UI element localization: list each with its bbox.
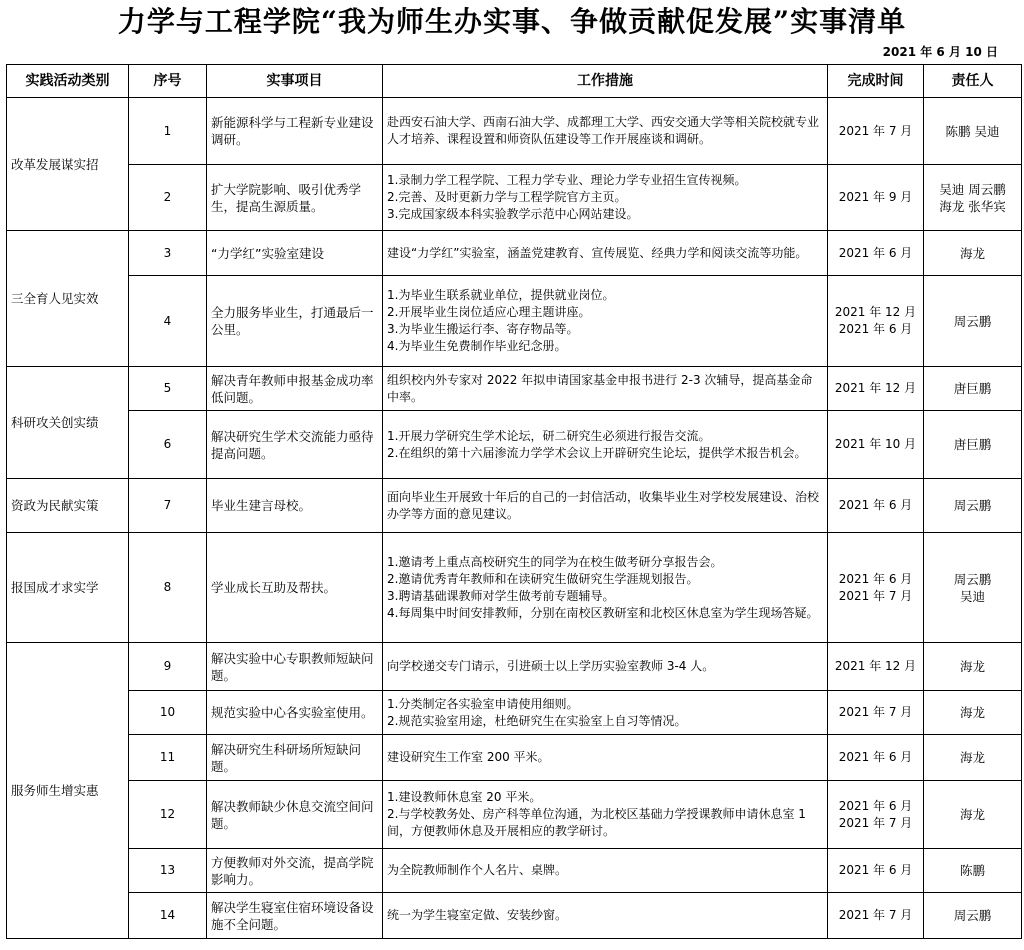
deadline-cell	[828, 643, 924, 691]
deadline-cell	[828, 849, 924, 893]
deadline-line: 2021 年 7 月	[838, 908, 913, 922]
header-project: 实事项目	[207, 65, 383, 98]
row-number: 9	[129, 643, 207, 691]
measures-cell	[383, 643, 828, 691]
project-cell: 解决学生寝室住宿环境设备设施不全问题。	[207, 893, 383, 939]
document-date: 2021 年 6 月 10 日	[882, 45, 998, 59]
table-row	[7, 893, 1022, 939]
header-responsible: 责任人	[924, 65, 1022, 98]
table-row	[7, 735, 1022, 781]
measure-line: 2.邀请优秀青年教师和在读研究生做研究生学涯规划报告。	[387, 571, 699, 586]
table-row	[7, 691, 1022, 735]
project-cell: 解决教师缺少休息交流空间问题。	[207, 781, 383, 849]
deadline-line: 2021 年 7 月	[838, 815, 913, 830]
table-row	[7, 849, 1022, 893]
table-row	[7, 479, 1022, 533]
measures-cell	[383, 781, 828, 849]
measure-line: 3.为毕业生搬运行李、寄存物品等。	[387, 322, 579, 336]
category-cell: 三全育人见实效	[7, 231, 129, 367]
row-number: 3	[129, 231, 207, 276]
table-row	[7, 98, 1022, 165]
responsible-line: 陈鹏 吴迪	[945, 123, 1000, 139]
deadline-line: 2021 年 6 月	[838, 245, 913, 260]
deadline-cell	[828, 893, 924, 939]
table-row	[7, 781, 1022, 849]
measures-cell	[383, 849, 828, 893]
row-number: 6	[129, 411, 207, 479]
measures-cell	[383, 893, 828, 939]
row-number: 4	[129, 276, 207, 367]
category-cell: 改革发展谋实招	[7, 98, 129, 231]
table-header-row	[7, 65, 1022, 98]
responsible-cell	[924, 231, 1022, 276]
category-cell: 服务师生增实惠	[7, 643, 129, 939]
deadline-line: 2021 年 6 月	[838, 571, 913, 586]
deadline-cell	[828, 98, 924, 165]
measure-line: 2.开展毕业生岗位适应心理主题讲座。	[387, 305, 591, 319]
header-measures: 工作措施	[383, 65, 828, 98]
row-number: 13	[129, 849, 207, 893]
row-number: 14	[129, 893, 207, 939]
project-cell: 毕业生建言母校。	[207, 479, 383, 533]
measure-line: 1.分类制定各实验室申请使用细则。	[387, 696, 579, 711]
category-cell: 报国成才求实学	[7, 533, 129, 643]
measures-cell	[383, 367, 828, 411]
table-row	[7, 165, 1022, 231]
deadline-line: 2021 年 6 月	[838, 863, 913, 877]
measures-cell	[383, 479, 828, 533]
measure-line: 建设研究生工作室 200 平米。	[387, 750, 550, 764]
measure-line: 1.建设教师休息室 20 平米。	[387, 790, 542, 804]
responsible-cell	[924, 98, 1022, 165]
responsible-line: 周云鹏	[953, 908, 992, 923]
measures-cell	[383, 533, 828, 643]
project-cell: 解决青年教师申报基金成功率低问题。	[207, 367, 383, 411]
category-cell: 科研攻关创实绩	[7, 367, 129, 479]
task-list-table	[6, 64, 1022, 939]
deadline-line: 2021 年 7 月	[838, 705, 913, 719]
measure-line: 1.为毕业生联系就业单位，提供就业岗位。	[387, 288, 615, 302]
deadline-cell	[828, 533, 924, 643]
row-number: 11	[129, 735, 207, 781]
header-category: 实践活动类别	[7, 65, 129, 98]
project-cell: 新能源科学与工程新专业建设调研。	[207, 98, 383, 165]
row-number: 2	[129, 165, 207, 231]
deadline-cell	[828, 691, 924, 735]
measures-cell	[383, 276, 828, 367]
responsible-cell	[924, 367, 1022, 411]
measure-line: 向学校递交专门请示，引进硕士以上学历实验室教师 3-4 人。	[387, 659, 715, 673]
row-number: 1	[129, 98, 207, 165]
project-cell: “力学红”实验室建设	[207, 231, 383, 276]
project-cell: 解决研究生科研场所短缺问题。	[207, 735, 383, 781]
measure-line: 3.聘请基础课教师对学生做考前专题辅导。	[387, 588, 615, 603]
row-number: 7	[129, 479, 207, 533]
measures-cell	[383, 691, 828, 735]
measures-cell	[383, 165, 828, 231]
deadline-cell	[828, 479, 924, 533]
deadline-cell	[828, 231, 924, 276]
category-cell: 资政为民献实策	[7, 479, 129, 533]
measure-line: 3.完成国家级本科实验教学示范中心网站建设。	[387, 207, 639, 221]
project-cell: 解决实验中心专职教师短缺问题。	[207, 643, 383, 691]
responsible-cell	[924, 533, 1022, 643]
row-number: 8	[129, 533, 207, 643]
measure-line: 1.开展力学研究生学术论坛，研二研究生必须进行报告交流。	[387, 428, 711, 443]
responsible-cell	[924, 411, 1022, 479]
header-deadline: 完成时间	[828, 65, 924, 98]
deadline-line: 2021 年 12 月	[834, 305, 917, 319]
responsible-cell	[924, 165, 1022, 231]
responsible-line: 海龙	[959, 750, 985, 765]
deadline-line: 2021 年 6 月	[838, 322, 913, 336]
responsible-cell	[924, 893, 1022, 939]
deadline-line: 2021 年 7 月	[838, 123, 913, 138]
project-cell: 规范实验中心各实验室使用。	[207, 691, 383, 735]
responsible-line: 周云鹏	[953, 571, 992, 587]
measure-line: 组织校内外专家对 2022 年拟申请国家基金申报书进行 2-3 次辅导，提高基金命中率。	[387, 372, 813, 404]
responsible-line: 海龙 张华宾	[939, 198, 1006, 214]
table-row	[7, 411, 1022, 479]
measure-line: 1.邀请考上重点高校研究生的同学为在校生做考研分享报告会。	[387, 554, 723, 569]
deadline-line: 2021 年 6 月	[838, 750, 913, 764]
project-cell: 学业成长互助及帮扶。	[207, 533, 383, 643]
measure-line: 面向毕业生开展致十年后的自己的一封信活动，收集毕业生对学校发展建设、治校办学等方面的意见建议。	[387, 489, 820, 521]
responsible-cell	[924, 276, 1022, 367]
measures-cell	[383, 98, 828, 165]
table-row	[7, 533, 1022, 643]
measure-line: 统一为学生寝室定做、安装纱窗。	[387, 908, 568, 922]
measure-line: 2.在组织的第十六届渗流力学学术会议上开辟研究生论坛，提供学术报告机会。	[387, 445, 807, 460]
deadline-line: 2021 年 10 月	[834, 437, 917, 451]
deadline-line: 2021 年 12 月	[834, 381, 917, 395]
measure-line: 为全院教师制作个人名片、桌牌。	[387, 863, 568, 877]
table-row	[7, 367, 1022, 411]
deadline-cell	[828, 411, 924, 479]
responsible-line: 海龙	[959, 807, 985, 822]
row-number: 5	[129, 367, 207, 411]
deadline-cell	[828, 781, 924, 849]
deadline-cell	[828, 367, 924, 411]
measures-cell	[383, 735, 828, 781]
deadline-line: 2021 年 6 月	[838, 498, 913, 512]
measure-line: 2.完善、及时更新力学与工程学院官方主页。	[387, 190, 627, 204]
responsible-cell	[924, 849, 1022, 893]
header-number: 序号	[129, 65, 207, 98]
project-cell: 扩大学院影响、吸引优秀学生，提高生源质量。	[207, 165, 383, 231]
table-row	[7, 276, 1022, 367]
page-title: 力学与工程学院“我为师生办实事、争做贡献促发展”实事清单	[117, 5, 907, 38]
responsible-line: 吴迪	[959, 588, 985, 604]
measure-line: 建设“力学红”实验室，涵盖党建教育、宣传展览、经典力学和阅读交流等功能。	[387, 245, 808, 260]
responsible-line: 周云鹏	[953, 498, 992, 513]
project-cell: 全力服务毕业生，打通最后一公里。	[207, 276, 383, 367]
measure-line: 2.规范实验室用途，杜绝研究生在实验室上自习等情况。	[387, 713, 687, 728]
measure-line: 1.录制力学工程学院、工程力学专业、理论力学专业招生宣传视频。	[387, 173, 747, 187]
responsible-line: 海龙	[959, 705, 985, 720]
measures-cell	[383, 411, 828, 479]
responsible-cell	[924, 691, 1022, 735]
responsible-cell	[924, 735, 1022, 781]
deadline-cell	[828, 735, 924, 781]
responsible-line: 唐巨鹏	[953, 381, 992, 396]
responsible-cell	[924, 479, 1022, 533]
table-row	[7, 231, 1022, 276]
project-cell: 解决研究生学术交流能力亟待提高问题。	[207, 411, 383, 479]
responsible-line: 唐巨鹏	[953, 437, 992, 452]
responsible-line: 周云鹏	[953, 313, 992, 329]
measure-line: 2.与学校教务处、房产科等单位沟通，为北校区基础力学授课教师申请休息室 1 间，方便教师休息及开展相应的教学研讨。	[387, 807, 806, 838]
measure-line: 4.每周集中时间安排教师，分别在南校区教研室和北校区休息室为学生现场答疑。	[387, 605, 819, 620]
responsible-line: 海龙	[959, 659, 985, 674]
responsible-line: 海龙	[959, 245, 985, 261]
responsible-cell	[924, 781, 1022, 849]
row-number: 10	[129, 691, 207, 735]
deadline-line: 2021 年 12 月	[834, 659, 917, 673]
deadline-line: 2021 年 9 月	[838, 190, 913, 204]
measure-line: 4.为毕业生免费制作毕业纪念册。	[387, 339, 567, 353]
deadline-cell	[828, 276, 924, 367]
responsible-line: 吴迪 周云鹏	[939, 181, 1006, 197]
deadline-line: 2021 年 6 月	[838, 798, 913, 813]
measures-cell	[383, 231, 828, 276]
row-number: 12	[129, 781, 207, 849]
project-cell: 方便教师对外交流，提高学院影响力。	[207, 849, 383, 893]
deadline-cell	[828, 165, 924, 231]
responsible-line: 陈鹏	[959, 863, 985, 878]
deadline-line: 2021 年 7 月	[838, 588, 913, 603]
table-row	[7, 643, 1022, 691]
measure-line: 赴西安石油大学、西南石油大学、成都理工大学、西安交通大学等相关院校就专业人才培养、课程设置和师资队伍建设等工作开展座谈和调研。	[387, 115, 820, 146]
responsible-cell	[924, 643, 1022, 691]
